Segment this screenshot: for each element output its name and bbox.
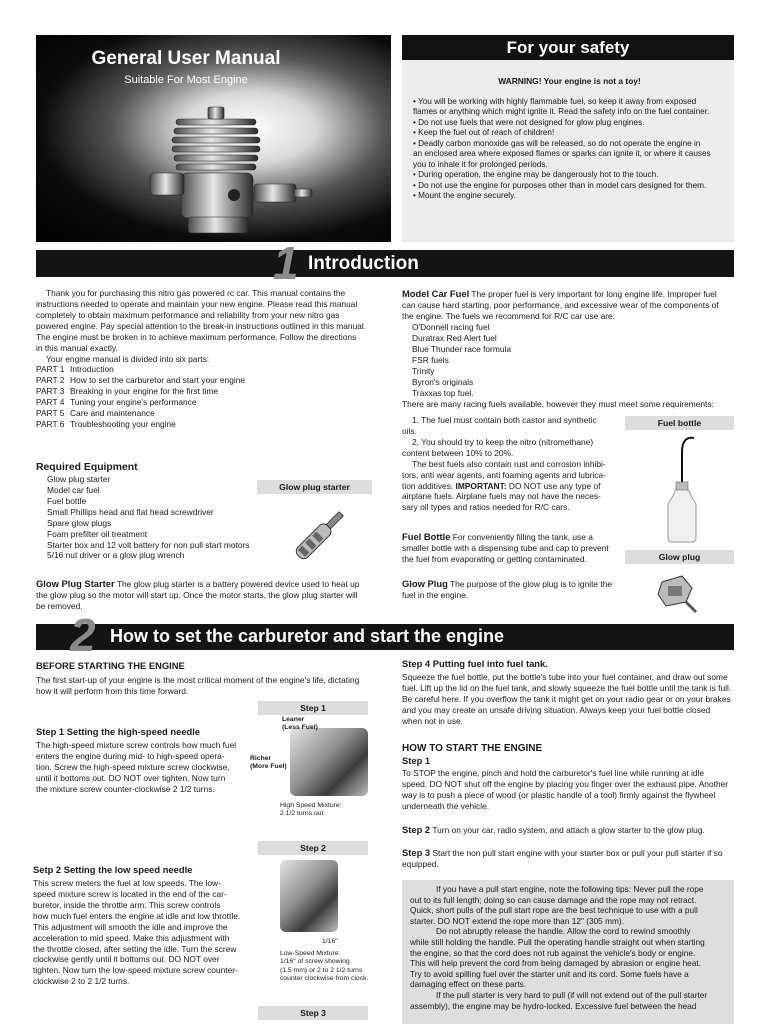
manual-title: General User Manual [91, 48, 281, 69]
part-item: PART 5 Care and maintenance [36, 408, 155, 419]
section-title: Introduction [308, 253, 419, 274]
glow-starter-text: Glow Plug Starter The glow plug starter is a battery powered device used to heat up the glow plug so the motor will start up. Once the motor starts, the glow plug starter will be removed. [36, 578, 360, 612]
intro-line: Thank you for purchasing this nitro gas powered rc car. This manual contains the [46, 288, 346, 298]
safety-line: • Do not use fuels that were not designed for glow plug engines. [413, 117, 645, 127]
fuel-brand: Duratrax Red Alert fuel [412, 332, 497, 343]
safety-line: flames or anything which might ignite it. Read the safety info on the fuel container. [413, 107, 710, 117]
fuel-bottle-text: Fuel Bottle For conveniently filling the tank, use a smaller bottle with a dispensing tube and cap to prevent the fuel from evaporating or getting contaminated. [402, 531, 609, 565]
fuel-brand: Traxxas top fuel. [412, 387, 474, 398]
intro-text [36, 288, 378, 430]
safety-line: an enclosed area where exposed flames or sparks can ignite it, or where it causes [413, 149, 711, 159]
safety-panel [402, 60, 734, 242]
intro-line: powered engine. Pay special attention to the break-in instructions outlined in this manual. [36, 320, 367, 331]
safety-line: you to inhale it for prolonged periods. [413, 159, 548, 169]
step3-label: Step 3 [258, 1006, 368, 1020]
fuel-bottle-label: Fuel bottle [625, 416, 734, 430]
part-item: PART 3 Breaking in your engine for the first time [36, 386, 219, 397]
part-item: PART 4 Tuning your engine's performance [36, 397, 197, 408]
fuel-text: Model Car Fuel The proper fuel is very important for long engine life. Improper fuel can cause hard starting, poor performance, and excessive wear of the components of the engine. The fuels we recommend for R/C car use are: O'Donnell racing fuel Duratrax Red Alert fuel Blue Thunder race formula FSR fuels Trinity Byron's originals Traxxas top fuel. There are many racing fuels available, however they must meet some requirements: [402, 288, 734, 409]
equipment-item: Fuel bottle [47, 495, 87, 506]
fuel-bottle-photo [660, 432, 710, 544]
how-to-start-heading: HOW TO START THE ENGINE [402, 743, 543, 754]
step1-heading: Step 1 Setting the high-speed needle [36, 726, 201, 737]
safety-line: • Do not use the engine for purposes other than in model cars designed for them. [413, 180, 707, 190]
step1-photo [290, 728, 368, 796]
glow-plug-photo [652, 568, 702, 616]
equipment-heading: Required Equipment [36, 462, 138, 473]
safety-heading: For your safety [402, 35, 734, 60]
step1-caption: High Speed Mixture: 2 1/2 turns out [280, 802, 342, 818]
equipment-item: Model car fuel [47, 484, 100, 495]
fuel-brand: Trinity [412, 365, 435, 376]
engine-photo [136, 99, 326, 242]
equipment-item: Glow plug starter [47, 474, 111, 484]
glow-starter-photo [280, 500, 360, 570]
equipment-item: Starter box and 12 volt battery for non pull start motors [47, 539, 250, 550]
equipment-list [47, 474, 277, 561]
step4-text: Squeeze the fuel bottle, put the bottle's tube into your fuel container, and draw out some fuel. Lift up the lid on the fuel tank, and slowly squeeze the fuel bottle until the tank is full. Be careful here. If you overflow the tank it might get on your radio gear or on your brakes and you may create an unsafe driving situation. Always keep your fuel bottle closed when not in use. [402, 672, 732, 726]
step1-label: Step 1 [258, 701, 368, 715]
safety-line: • Keep the fuel out of reach of children! [413, 128, 555, 138]
fuel-requirements: 1. The fuel must contain both castor and synthetic oils. 2. You should try to keep the nitro (nitromethane) content between 10% to 20%. The best fuels also contain rust and corrosion inhibi- tors, anti wear agents, anti foaming agents and lubrica- tion additives. IMPORTANT: DO NOT use any type of airplane fuels. Airplane fuels may not have the neces- sary oil types and ratios needed for R/C cars. [402, 415, 606, 513]
safety-line: • Mount the engine securely. [413, 191, 516, 201]
step2-caption: Low-Speed Mixture: 1/16" of screw showing (1.5 mm) or 2 to 2 1/2 turns counter clockwise from clock. [280, 950, 369, 983]
fuel-brand: Byron's originals [412, 376, 474, 387]
glow-starter-label: Glow plug starter [257, 480, 372, 494]
part-item: PART 1 Introduction [36, 364, 114, 375]
part-item: PART 2 How to set the carburetor and start your engine [36, 375, 246, 386]
safety-line: • During operation, the engine may be dangerously hot to the touch. [413, 170, 659, 180]
step2-heading: Setp 2 Setting the low speed needle [33, 864, 193, 875]
how-step3: Step 3 Start the non pull start engine with your starter box or pull your pull starter if so equipped. [402, 847, 723, 870]
equipment-item: Spare glow plugs [47, 517, 112, 528]
how-step2-heading: Step 2 [402, 824, 431, 835]
how-step2: Step 2 Turn on your car, radio system, and attach a glow starter to the glow plug. [402, 824, 705, 835]
fuel-bottle-heading: Fuel Bottle [402, 531, 451, 542]
manual-subtitle: Suitable For Most Engine [124, 74, 248, 86]
fuel-brand: Blue Thunder race formula [412, 343, 512, 354]
leaner-label: Leaner (Less Fuel) [282, 716, 318, 732]
before-heading: BEFORE STARTING THE ENGINE [36, 660, 185, 671]
before-text: The first start-up of your engine is the most critical moment of the engine's life, dictating how it will perform from this time forward. [36, 675, 360, 696]
hero-banner [36, 35, 391, 242]
how-step1-text: To STOP the engine, pinch and hold the carburetor's fuel line while running at idle speed. DO NOT shut off the engine by placing you finger over the exhaust pipe. Another way is to push a piece of wood (or plastic handle of a tool) firmly against the flywheel underneath the vehicle. [402, 768, 729, 811]
how-step1-heading: Step 1 [402, 755, 431, 766]
step2-photo [280, 860, 338, 932]
glow-plug-label: Glow plug [625, 550, 734, 564]
intro-line: instructions needed to operate and maintain your new engine. Please read this manual [36, 298, 358, 309]
pull-start-tips: If you have a pull start engine, note the following tips: Never pull the rope out to its full length; doing so can cause damage and the rope may not retract. Quick, short pulls of the pull start rope are the best technique to use with a pull starter. DO NOT extend the rope more than 12" (305 mm). Do not abruptly release the handle. Allow the cord to rewind smoothly while still holding the handle. Pull the operating handle straight out when starting the engine, so that the cord does not rub against the vehicle's body or engine. This will help prevent the cord from being damaged by abrasion or engine heat. Try to avoid spilling fuel over the starter unit and its cord. Some fuels have a damaging effect on these parts. If the pull starter is very hard to pull (if will not extend out of the pull starter assembly), the engine may be hydro-locked. Excessive fuel between the head [402, 880, 734, 1024]
important-label: IMPORTANT: [455, 480, 507, 491]
how-step3-heading: Step 3 [402, 847, 431, 858]
fuel-heading: Model Car Fuel [402, 288, 470, 299]
richer-label: Richer (More Fuel) [250, 755, 287, 771]
intro-line: in this manual exactly. [36, 342, 118, 353]
fuel-brand: FSR fuels [412, 354, 449, 365]
step2-text: This screw meters the fuel at low speeds. The low- speed mixture screw is located in the end of the car- buretor, inside the throttle arm. This screw controls how much fuel enters the engine at idle and low throttle. This adjustment will smooth the idle and improve the acceleration to mid speed. Make this adjustment with the throttle closed, after setting the idle. Turn the screw clockwise gently until it bottoms out. DO NOT over tighten. Now turn the low-speed mixture screw counter- clockwise 2 to 2 1/2 turns. [33, 878, 241, 987]
part-item: PART 6 Troubleshooting your engine [36, 419, 176, 430]
glow-starter-heading: Glow Plug Starter [36, 578, 115, 589]
safety-warning: WARNING! Your engine is not a toy! [498, 76, 641, 86]
glow-plug-heading: Glow Plug [402, 578, 448, 589]
section-number: 2 [70, 609, 96, 661]
glow-plug-text: Glow Plug The purpose of the glow plug is to ignite the fuel in the engine. [402, 578, 613, 601]
intro-line: Your engine manual is divided into six parts: [46, 353, 210, 364]
intro-line: completely to obtain maximum performance and reliability from your new nitro gas [36, 309, 340, 320]
safety-line: • You will be working with highly flammable fuel, so keep it away from exposed [413, 96, 697, 106]
step4-heading: Step 4 Putting fuel into fuel tank. [402, 658, 548, 669]
step1-text: The high-speed mixture screw controls how much fuel enters the engine during mid- to high-speed opera- tion. Screw the high-speed mixture screw clockwise, until it bottoms out. DO NOT over tighten. Now turn the mixture screw counter-clockwise 2 1/2 turns. [36, 740, 237, 794]
safety-line: • Deadly carbon monoxide gas will be released, so do not operate the engine in [413, 138, 701, 148]
equipment-item: Foam prefilter oil treatment [47, 528, 148, 539]
step2-label: Step 2 [258, 841, 368, 855]
equipment-item: Small Phillips head and flat head screwdriver [47, 506, 214, 517]
equipment-item: 5/16 nut driver or a glow plug wrench [47, 550, 185, 561]
section-title: How to set the carburetor and start the engine [110, 626, 505, 646]
intro-line: The engine must be broken in to achieve maximum performance. Follow the directions [36, 331, 357, 342]
step2-dimension: 1/16" [322, 938, 338, 945]
fuel-brand: O'Donnell racing fuel [412, 322, 490, 333]
section-number: 1 [273, 237, 299, 289]
